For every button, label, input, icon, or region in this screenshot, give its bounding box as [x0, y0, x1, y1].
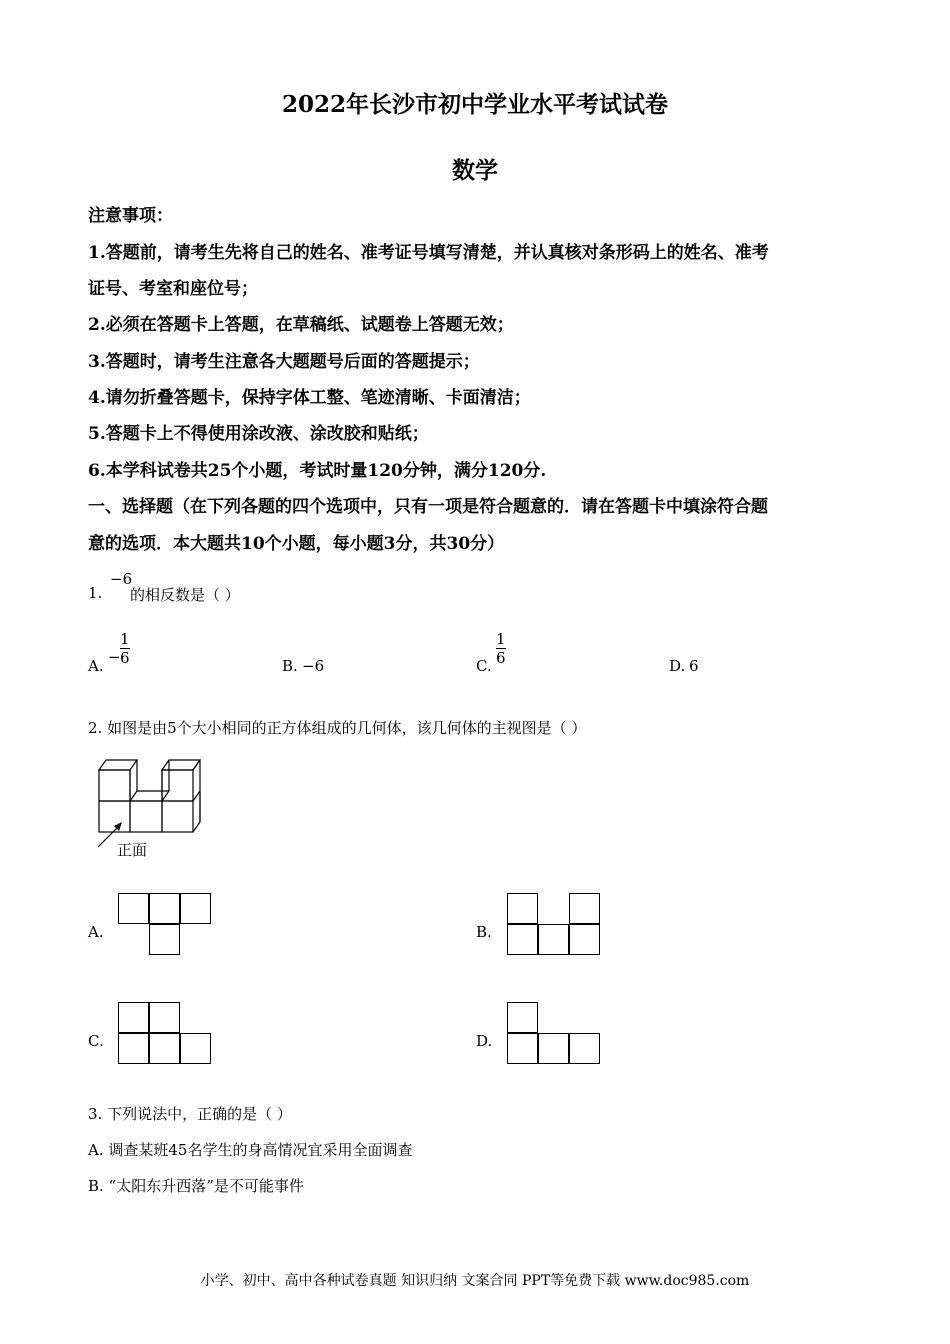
q1-expression: −6	[110, 570, 133, 588]
q3-option-a: A. 调查某班45名学生的身高情况宜采用全面调查	[88, 1141, 413, 1159]
grid-square	[118, 1002, 149, 1033]
q2-option-d-label: D.	[476, 1032, 493, 1050]
notice-item: 2.必须在答题卡上答题，在草稿纸、试题卷上答题无效；	[88, 315, 514, 335]
q3-text: 3. 下列说法中，正确的是（ ）	[88, 1105, 292, 1123]
grid-square	[569, 1033, 600, 1064]
fraction-numerator: 1	[120, 630, 130, 648]
grid-square	[149, 893, 180, 924]
grid-square	[118, 1033, 149, 1064]
q1-option-d-label: D.	[669, 657, 686, 675]
notice-item: 1.答题前，请考生先将自己的姓名、准考证号填写清楚，并认真核对条形码上的姓名、准考	[88, 243, 769, 263]
q1-option-c-label: C.	[476, 657, 492, 675]
fraction-denominator: 6	[120, 649, 130, 667]
notice-item: 5.答题卡上不得使用涂改液、涂改胶和贴纸；	[88, 424, 429, 444]
q2-option-a-label: A.	[88, 923, 104, 941]
q2-option-b-label: B.	[476, 923, 492, 941]
grid-square	[569, 924, 600, 955]
q1-option-b-label: B.	[282, 657, 298, 675]
notice-item: 3.答题时，请考生注意各大题题号后面的答题提示；	[88, 352, 480, 372]
q1-option-c-fraction	[496, 631, 506, 666]
q2-option-c-label: C.	[88, 1032, 104, 1050]
section-heading: 意的选项．本大题共10个小题，每小题3分，共30分）	[88, 534, 505, 554]
section-heading: 一、选择题（在下列各题的四个选项中，只有一项是符合题意的．请在答题卡中填涂符合题	[88, 497, 768, 517]
grid-square	[538, 924, 569, 955]
q3-option-b: B. “太阳东升西落”是不可能事件	[88, 1177, 304, 1195]
grid-square	[507, 1033, 538, 1064]
grid-square	[180, 893, 211, 924]
grid-square	[180, 1033, 211, 1064]
subject-title: 数学	[452, 157, 498, 184]
grid-square	[149, 924, 180, 955]
grid-square	[149, 1033, 180, 1064]
q1-option-b-value: −6	[302, 657, 325, 675]
q1-option-a-sign: −	[108, 648, 121, 666]
notice-heading: 注意事项：	[88, 206, 173, 226]
exam-title: 2022年长沙市初中学业水平考试试卷	[281, 91, 668, 118]
q1-number: 1.	[88, 584, 103, 602]
fraction-numerator: 1	[496, 630, 506, 648]
notice-item: 6.本学科试卷共25个小题，考试时量120分钟，满分120分.	[88, 461, 547, 481]
q2-text: 2. 如图是由5个大小相同的正方体组成的几何体，该几何体的主视图是（ ）	[88, 719, 587, 737]
notice-item: 4.请勿折叠答题卡，保持字体工整、笔迹清晰、卡面清洁；	[88, 388, 531, 408]
grid-square	[569, 893, 600, 924]
grid-square	[507, 893, 538, 924]
page-footer: 小学、初中、高中各种试卷真题 知识归纳 文案合同 PPT等免费下载 www.doc985.com	[200, 1273, 750, 1289]
q2-figure-label: 正面	[117, 841, 148, 859]
fraction-denominator: 6	[496, 649, 506, 667]
grid-square	[118, 893, 149, 924]
grid-square	[507, 924, 538, 955]
q2-cube-figure	[92, 755, 212, 865]
q1-option-a-fraction	[120, 631, 130, 666]
q1-option-d-value: 6	[689, 657, 699, 675]
grid-square	[538, 1033, 569, 1064]
q1-option-a-label: A.	[88, 657, 104, 675]
q1-text: 的相反数是（ ）	[130, 586, 240, 604]
notice-item: 证号、考室和座位号；	[88, 279, 258, 299]
grid-square	[507, 1002, 538, 1033]
grid-square	[149, 1002, 180, 1033]
